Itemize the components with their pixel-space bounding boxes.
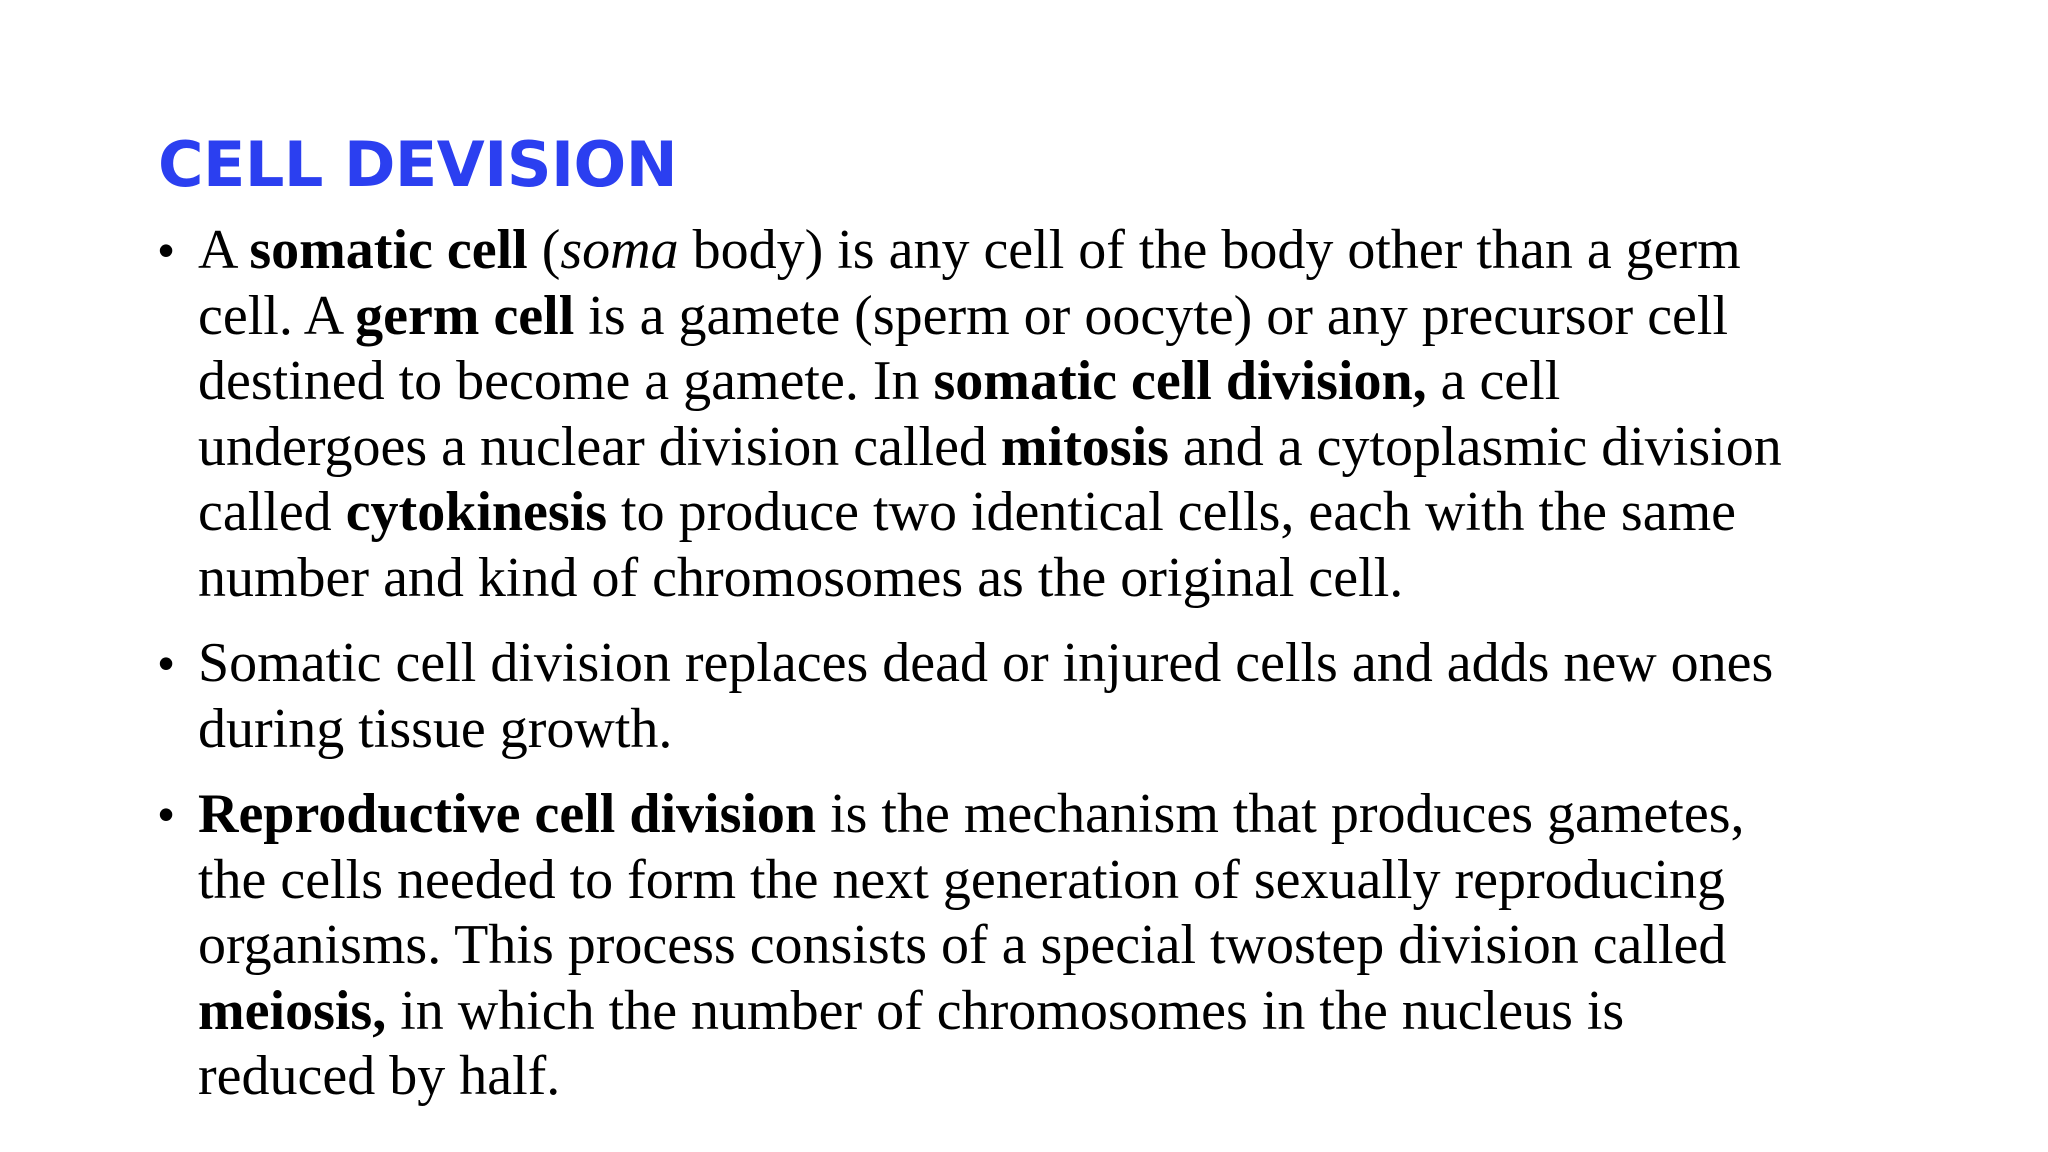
bullet-text-line: [198, 218, 1918, 284]
text-segment: organisms. This process consists of a special twostep division called: [198, 914, 1727, 976]
bullet-text-line: [198, 697, 1918, 763]
text-segment: in which the number of chromosomes in the nucleus is: [386, 979, 1625, 1042]
text-segment: number and kind of chromosomes as the original cell.: [198, 546, 1404, 609]
text-segment: cell. A: [198, 284, 356, 347]
bullet-text-line: [198, 913, 1918, 979]
text-segment: called: [198, 481, 346, 543]
bullet-text-line: [198, 480, 1918, 546]
bold-term: Reproductive cell division: [198, 783, 817, 845]
bullet-text-line: [198, 979, 1918, 1045]
text-segment: Somatic cell division replaces dead or injured cells and adds new ones: [198, 632, 1774, 694]
bullet-item: [158, 218, 1918, 611]
text-segment: and a cytoplasmic division: [1168, 415, 1782, 478]
text-segment: reduced by half.: [198, 1045, 561, 1107]
text-segment: the cells needed to form the next generation of sexually reproducing: [198, 848, 1726, 911]
bold-term: cytokinesis: [345, 481, 608, 543]
bullet-dot-icon: •: [158, 224, 175, 276]
italic-term: soma: [560, 219, 679, 281]
bullet-text-line: [198, 349, 1918, 415]
bullet-item: [158, 782, 1918, 1110]
bullet-text-line: [198, 546, 1918, 612]
text-segment: to produce two identical cells, each with the same: [607, 481, 1736, 543]
text-segment: (: [527, 219, 561, 281]
text-segment: undergoes a nuclear division called: [198, 415, 1001, 478]
text-segment: is the mechanism that produces gametes,: [816, 783, 1745, 845]
bullet-dot-icon: •: [158, 788, 175, 840]
bold-term: mitosis: [1000, 415, 1169, 478]
bold-term: germ cell: [355, 284, 575, 347]
bullet-text-line: [198, 415, 1918, 481]
bold-term: somatic cell division,: [933, 350, 1427, 412]
bullet-list: [158, 218, 1918, 1130]
bullet-text-line: [198, 1044, 1918, 1110]
bullet-item: [158, 631, 1918, 762]
bullet-dot-icon: •: [158, 637, 175, 689]
text-segment: body) is any cell of the body other than a germ: [678, 219, 1741, 281]
text-segment: during tissue growth.: [198, 697, 673, 760]
bold-term: somatic cell: [249, 219, 528, 281]
bold-term: meiosis,: [198, 979, 387, 1042]
bullet-text-line: [198, 848, 1918, 914]
text-segment: destined to become a gamete. In: [198, 350, 934, 412]
text-segment: A: [198, 219, 250, 281]
text-segment: a cell: [1426, 350, 1561, 412]
text-segment: is a gamete (sperm or oocyte) or any precursor cell: [574, 284, 1729, 347]
bullet-text-line: [198, 782, 1918, 848]
slide-title: CELL DEVISION: [158, 128, 678, 201]
bullet-text-line: [198, 284, 1918, 350]
bullet-text-line: [198, 631, 1918, 697]
